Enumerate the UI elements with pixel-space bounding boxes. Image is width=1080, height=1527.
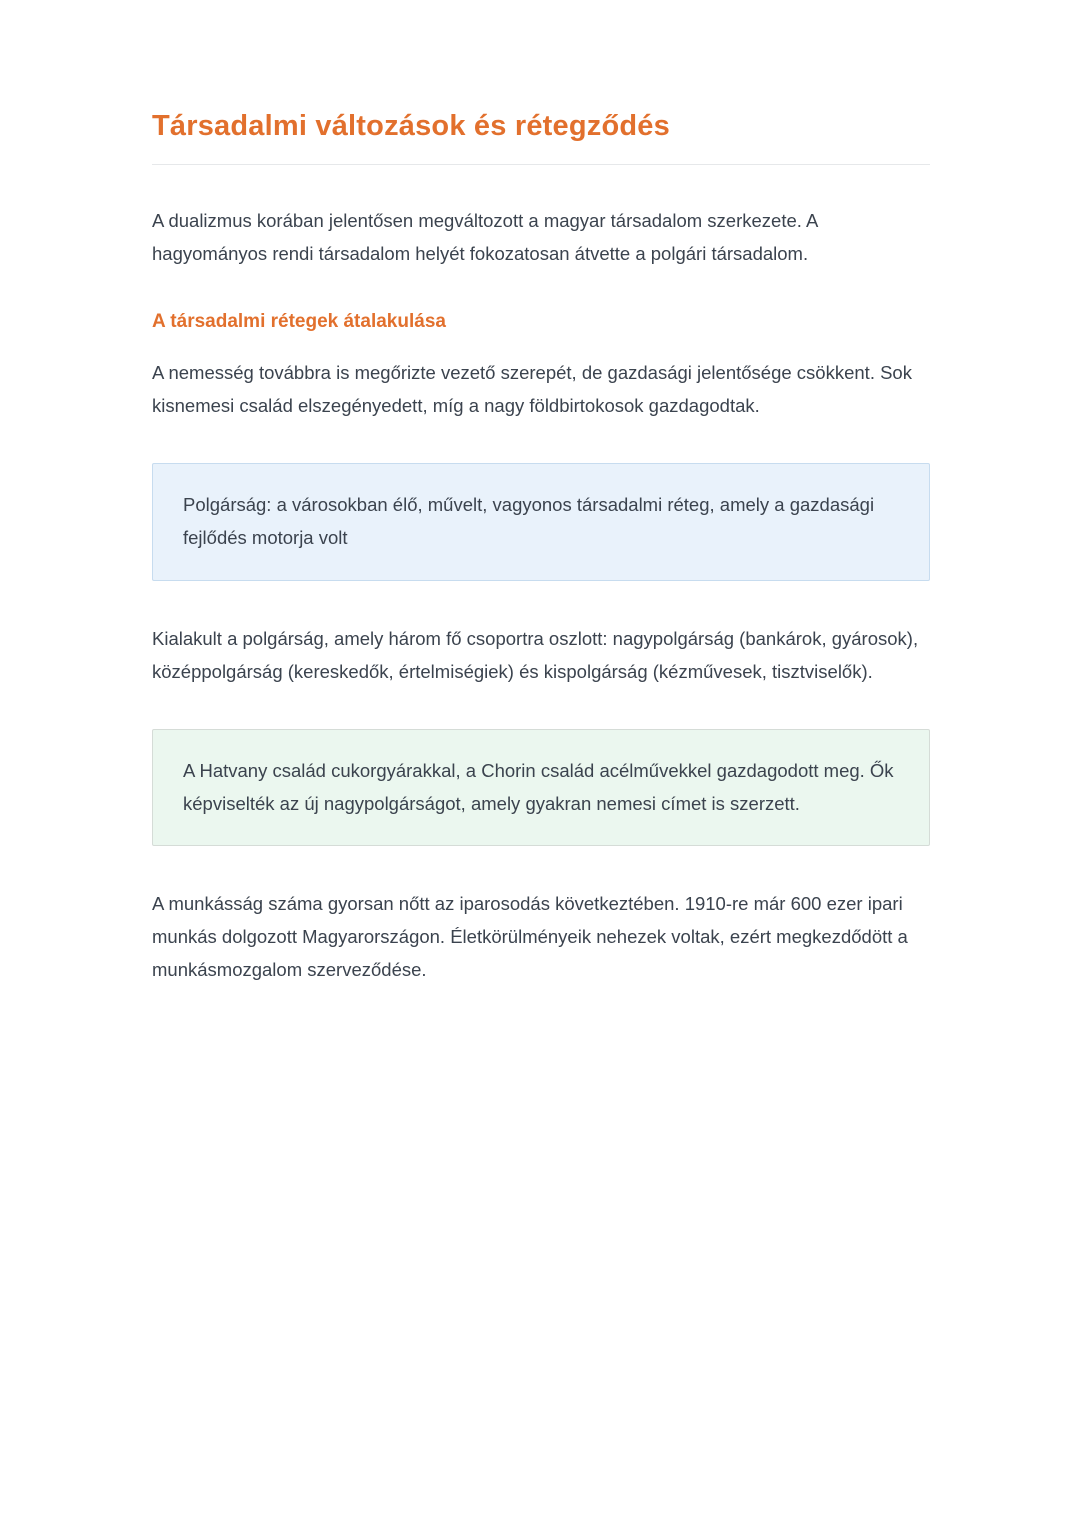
- page-title: Társadalmi változások és rétegződés: [152, 110, 670, 142]
- section-heading-social-layers: A társadalmi rétegek átalakulása: [152, 311, 446, 333]
- example-callout: [152, 729, 930, 847]
- paragraph-bourgeoisie: Kialakult a polgárság, amely három fő csoportra oszlott: nagypolgárság (bankárok, gyárosok), középpolgárság (kereskedők, értelmiségiek) és kispolgárság (kézművesek, tisztviselők).: [152, 627, 919, 682]
- paragraph-nobility: A nemesség továbbra is megőrizte vezető szerepét, de gazdasági jelentősége csökkent. Sok kisnemesi család elszegényedett, míg a nagy földbirtokosok gazdagodtak.: [152, 362, 912, 417]
- paragraph-workers: A munkásság száma gyorsan nőtt az iparosodás következtében. 1910-re már 600 ezer ipari munkás dolgozott Magyarországon. Életkörülményeik nehezek voltak, ezért megkezdődött a munkásmozgalom szerveződése.: [152, 893, 908, 981]
- title-divider: [152, 164, 930, 165]
- example-callout-text: A Hatvany család cukorgyárakkal, a Chorin család acélművekkel gazdagodott meg. Ők képviselték az új nagypolgárságot, amely gyakran nemesi címet is szerzett.: [183, 759, 894, 814]
- definition-callout: [152, 463, 930, 581]
- definition-callout-text: Polgárság: a városokban élő, művelt, vagyonos társadalmi réteg, amely a gazdasági fejlődés motorja volt: [183, 493, 875, 548]
- paragraph-intro: A dualizmus korában jelentősen megváltozott a magyar társadalom szerkezete. A hagyományos rendi társadalom helyét fokozatosan átvette a polgári társadalom.: [152, 210, 818, 265]
